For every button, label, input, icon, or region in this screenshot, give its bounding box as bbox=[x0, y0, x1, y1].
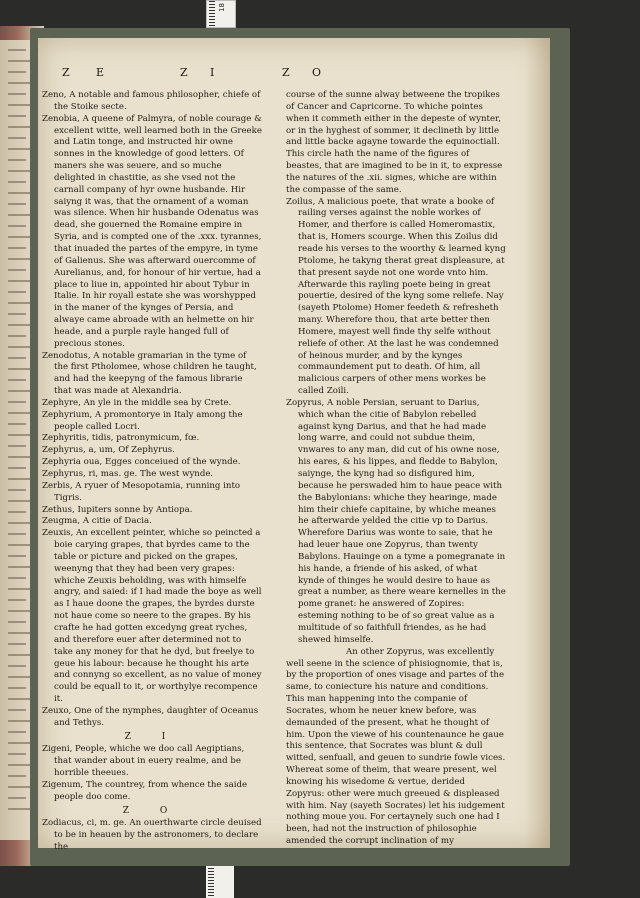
dictionary-entry: Zigenum, The countrey, from whence the saide people doo come. bbox=[42, 779, 248, 802]
facing-page-text-line bbox=[8, 137, 26, 139]
dictionary-entry: Zephyrus, ri, mas. ge. The west wynde. bbox=[42, 469, 214, 479]
facing-page-text-line bbox=[8, 225, 26, 227]
scale-ruler-top bbox=[206, 0, 236, 28]
dictionary-entry: Zoilus, A malicious poete, that wrate a booke of railing verses against the noble workes of Homer, and therfore is called Homeromastix, that is, Homers scourge. When this Zoilus did reade his verses to the woorthy & learned kyng Ptolome, he takyng therat great displeasure, at that present sayde not one worde vnto him. Afterwarde this rayling poete being in great pouertie, desired of the kyng some reliefe. Nay (sayeth Ptolome) Homer feedeth & refresheth many. Wherefore thou, that arte better then Homere, mayest well finde thy selfe without reliefe of other. At the last he was condemned of heinous murder, and by the kynges commaundement put to death. Of him, all malicious carpers of other mens workes be called Zoili. bbox=[286, 196, 506, 397]
facing-page-text-line bbox=[8, 533, 26, 535]
facing-page-text-line bbox=[8, 357, 26, 359]
ruler-ticks-bottom bbox=[208, 862, 214, 898]
running-head bbox=[38, 66, 550, 84]
facing-page-text-line bbox=[8, 555, 26, 557]
facing-page-text-line bbox=[8, 775, 26, 777]
facing-page-text-line bbox=[8, 687, 26, 689]
dictionary-entry: Zodiacus, ci, m. ge. An ouerthwarte circle deuised to be in heauen by the astronomers, to declare the bbox=[42, 818, 262, 853]
running-head-letter: E bbox=[96, 66, 107, 79]
dictionary-entry: Zeugma, A citie of Dacia. bbox=[42, 516, 152, 527]
dictionary-entry: Zigeni, People, whiche we doo call Aegiptians, that wander about in euery realme, and be horrible theeues. bbox=[42, 744, 245, 779]
facing-page-text-line bbox=[8, 731, 26, 733]
dictionary-entry: Zenodotus, A notable gramarian in the tyme of the first Ptholomee, whose children he taught, and had the keepyng of the famous librarie that was made at Alexandria. bbox=[42, 350, 257, 397]
facing-page-text-line bbox=[8, 401, 26, 403]
facing-page-text-line bbox=[8, 643, 26, 645]
facing-page-text-line bbox=[8, 181, 26, 183]
ruler-label: 18 bbox=[218, 3, 226, 12]
section-heading-zi: Z I bbox=[124, 731, 180, 742]
dictionary-entry: Zenobia, A queene of Palmyra, of noble courage & excellent witte, well learned both in the Greeke and Latin tonge, and instructed hir owne sonnes in the knowledge of good letters. Of maners she was seuere, and so muche delighted in chastitie, as she vsed not the carnall company of hyr owne husbande. Hir saiyng it was, that the ornament of a woman was silence. When hir husbande Odenatus was dead, she gouerned the Romaine empire in Syria, and is compted one of the .xxx. tyrannes, that inuaded the partes of the empyre, in tyme of Galienus. She was afterward ouercomme of Aurelianus, and, for honour of hir vertue, had a place to liue in, appointed hir about Tybur in Italie. In hir royall estate she was worshypped in the maner of the kynges of Persia, and alwaye came abroade with an helmette on hir heade, and a purple rayle hanged full of precious stones. bbox=[42, 113, 262, 349]
running-head-letter: Z bbox=[62, 66, 72, 79]
dictionary-entry: Zephyritis, tidis, patronymicum, fœ. bbox=[42, 433, 200, 444]
dictionary-entry: Zopyrus, A noble Persian, seruant to Darius, which whan the citie of Babylon rebelled against kyng Darius, and that he had made long warre, and could not subdue theim, vnwares to any man, did cut of his owne nose, his eares, & his lippes, and fledde to Babylon, saiynge, the kyng had so disfigured him, because he perswaded him to haue peace with the Babylonians: whiche they hearinge, made him their chiefe capitaine, by whiche meanes he afterwarde yelded the citie vp to Darius. Wherefore Darius was wonte to saie, that he had leuer haue one Zopyrus, than twenty Babylons. Hauinge on a tyme a pomegranate in his hande, a friende of his asked, of what kynde of thinges he would desire to haue as great a number, as there weare kernelles in the pome granet: he answered of Zopires: esteming nothing to be of so great value as a multitude of so faithfull friendes, as he had shewed himselfe. bbox=[286, 397, 506, 645]
running-head-letter: O bbox=[312, 66, 324, 79]
facing-page-text-line bbox=[8, 159, 26, 161]
running-head-letter: Z bbox=[282, 66, 292, 79]
dictionary-entry: Zeuxo, One of the nymphes, daughter of Oceanus and Tethys. bbox=[42, 705, 259, 728]
page-shadow bbox=[524, 38, 550, 848]
facing-page-text-line bbox=[8, 467, 26, 469]
facing-page-text-line bbox=[8, 247, 26, 249]
running-head-letter: Z bbox=[180, 66, 190, 79]
left-column bbox=[42, 90, 262, 854]
facing-page-text-line bbox=[8, 49, 26, 51]
facing-page-text-line bbox=[8, 115, 26, 117]
running-head-letter: I bbox=[210, 66, 217, 79]
facing-page-text-line bbox=[8, 753, 26, 755]
dictionary-entry-continued: course of the sunne alway betweene the tropikes of Cancer and Capricorne. To whiche pointes when it commeth either in the depeste of wynter, or in the hyghest of sommer, it declineth by little and little backe agayne towarde the equinoctiall. This circle hath the name of the figures of beastes, that are imagined to be in it, to expresse the natures of the .xii. signes, whiche are within the compasse of the same. bbox=[286, 90, 503, 195]
scale-ruler-bottom bbox=[206, 862, 234, 898]
dictionary-entry: Zephyrus, a, um, Of Zephyrus. bbox=[42, 445, 175, 456]
dictionary-entry: Zephyria oua, Egges conceiued of the wynde. bbox=[42, 457, 241, 468]
facing-page-text-line bbox=[8, 709, 26, 711]
facing-page-text-line bbox=[8, 71, 26, 73]
dictionary-entry: Zephyrium, A promontorye in Italy among the people called Locri. bbox=[42, 409, 243, 432]
dictionary-entry: Zeuxis, An excellent peinter, whiche so peincted a boie carying grapes, that byrdes came to the table or picture and picked on the grapes, weenyng that they had been very grapes: whiche Zeuxis beholding, was with himselfe angry, and saied: if I had made the boye as well as I haue doone the grapes, the byrdes durste not haue come so neere to the grapes. By his crafte he had gotten excedyng great ryches, and therefore euer after determined not to take any money for that he dyd, but freelye to geue his labour: because he thought his arte and connyng so excellent, as no value of money could be equall to it, or worthylye recompence it. bbox=[42, 528, 262, 705]
facing-page-text-line bbox=[8, 335, 26, 337]
facing-page-text-line bbox=[8, 445, 26, 447]
facing-page-text-line bbox=[8, 489, 26, 491]
facing-page-text-line bbox=[8, 313, 26, 315]
facing-page-text-line bbox=[8, 621, 26, 623]
dictionary-entry: An other Zopyrus, was excellently well seene in the science of phisiognomie, that is, by the proportion of ones visage and partes of the same, to coniecture his nature and conditions. This man happening into the companie of Socrates, whom he neuer knew before, was demaunded of the present, what he thought of him. Upon the viewe of his countenaunce he gaue this sentence, that Socrates was blunt & dull witted, senfuall, and geuen to sundrie fowle vices. Whereat some of theim, that weare present, wel knowing his wisedome & vertue, derided Zopyrus: other were much greeued & displeased with him. Nay (sayeth Socrates) let his iudgement nothing moue you. For certaynely such one had I been, had not the instruction of philosophie amended the corrupt inclination of my bbox=[286, 646, 506, 847]
facing-page-text-line bbox=[8, 599, 26, 601]
dictionary-entry: Zerbis, A ryuer of Mesopotamia, running into Tigris. bbox=[42, 480, 241, 503]
facing-page-text-line bbox=[8, 577, 26, 579]
facing-page-text-line bbox=[8, 203, 26, 205]
book-page bbox=[38, 38, 550, 853]
dictionary-entry: Zethus, Iupiters sonne by Antiopa. bbox=[42, 504, 193, 515]
dictionary-entry: Zeno, A notable and famous philosopher, chiefe of the Stoike secte. bbox=[42, 90, 261, 112]
ruler-ticks bbox=[209, 1, 215, 27]
facing-page-text-line bbox=[8, 511, 26, 513]
facing-page-text-line bbox=[8, 665, 26, 667]
section-heading-zo: Z O bbox=[122, 805, 182, 816]
dictionary-entry: Zephyre, An yle in the middle sea by Crete. bbox=[42, 397, 232, 408]
facing-page-text-line bbox=[8, 93, 26, 95]
facing-page-text-line bbox=[8, 797, 26, 799]
facing-page-text-line bbox=[8, 291, 26, 293]
right-column bbox=[286, 90, 506, 848]
facing-page-text-line bbox=[8, 379, 26, 381]
facing-page-text-line bbox=[8, 269, 26, 271]
facing-page-text-line bbox=[8, 423, 26, 425]
